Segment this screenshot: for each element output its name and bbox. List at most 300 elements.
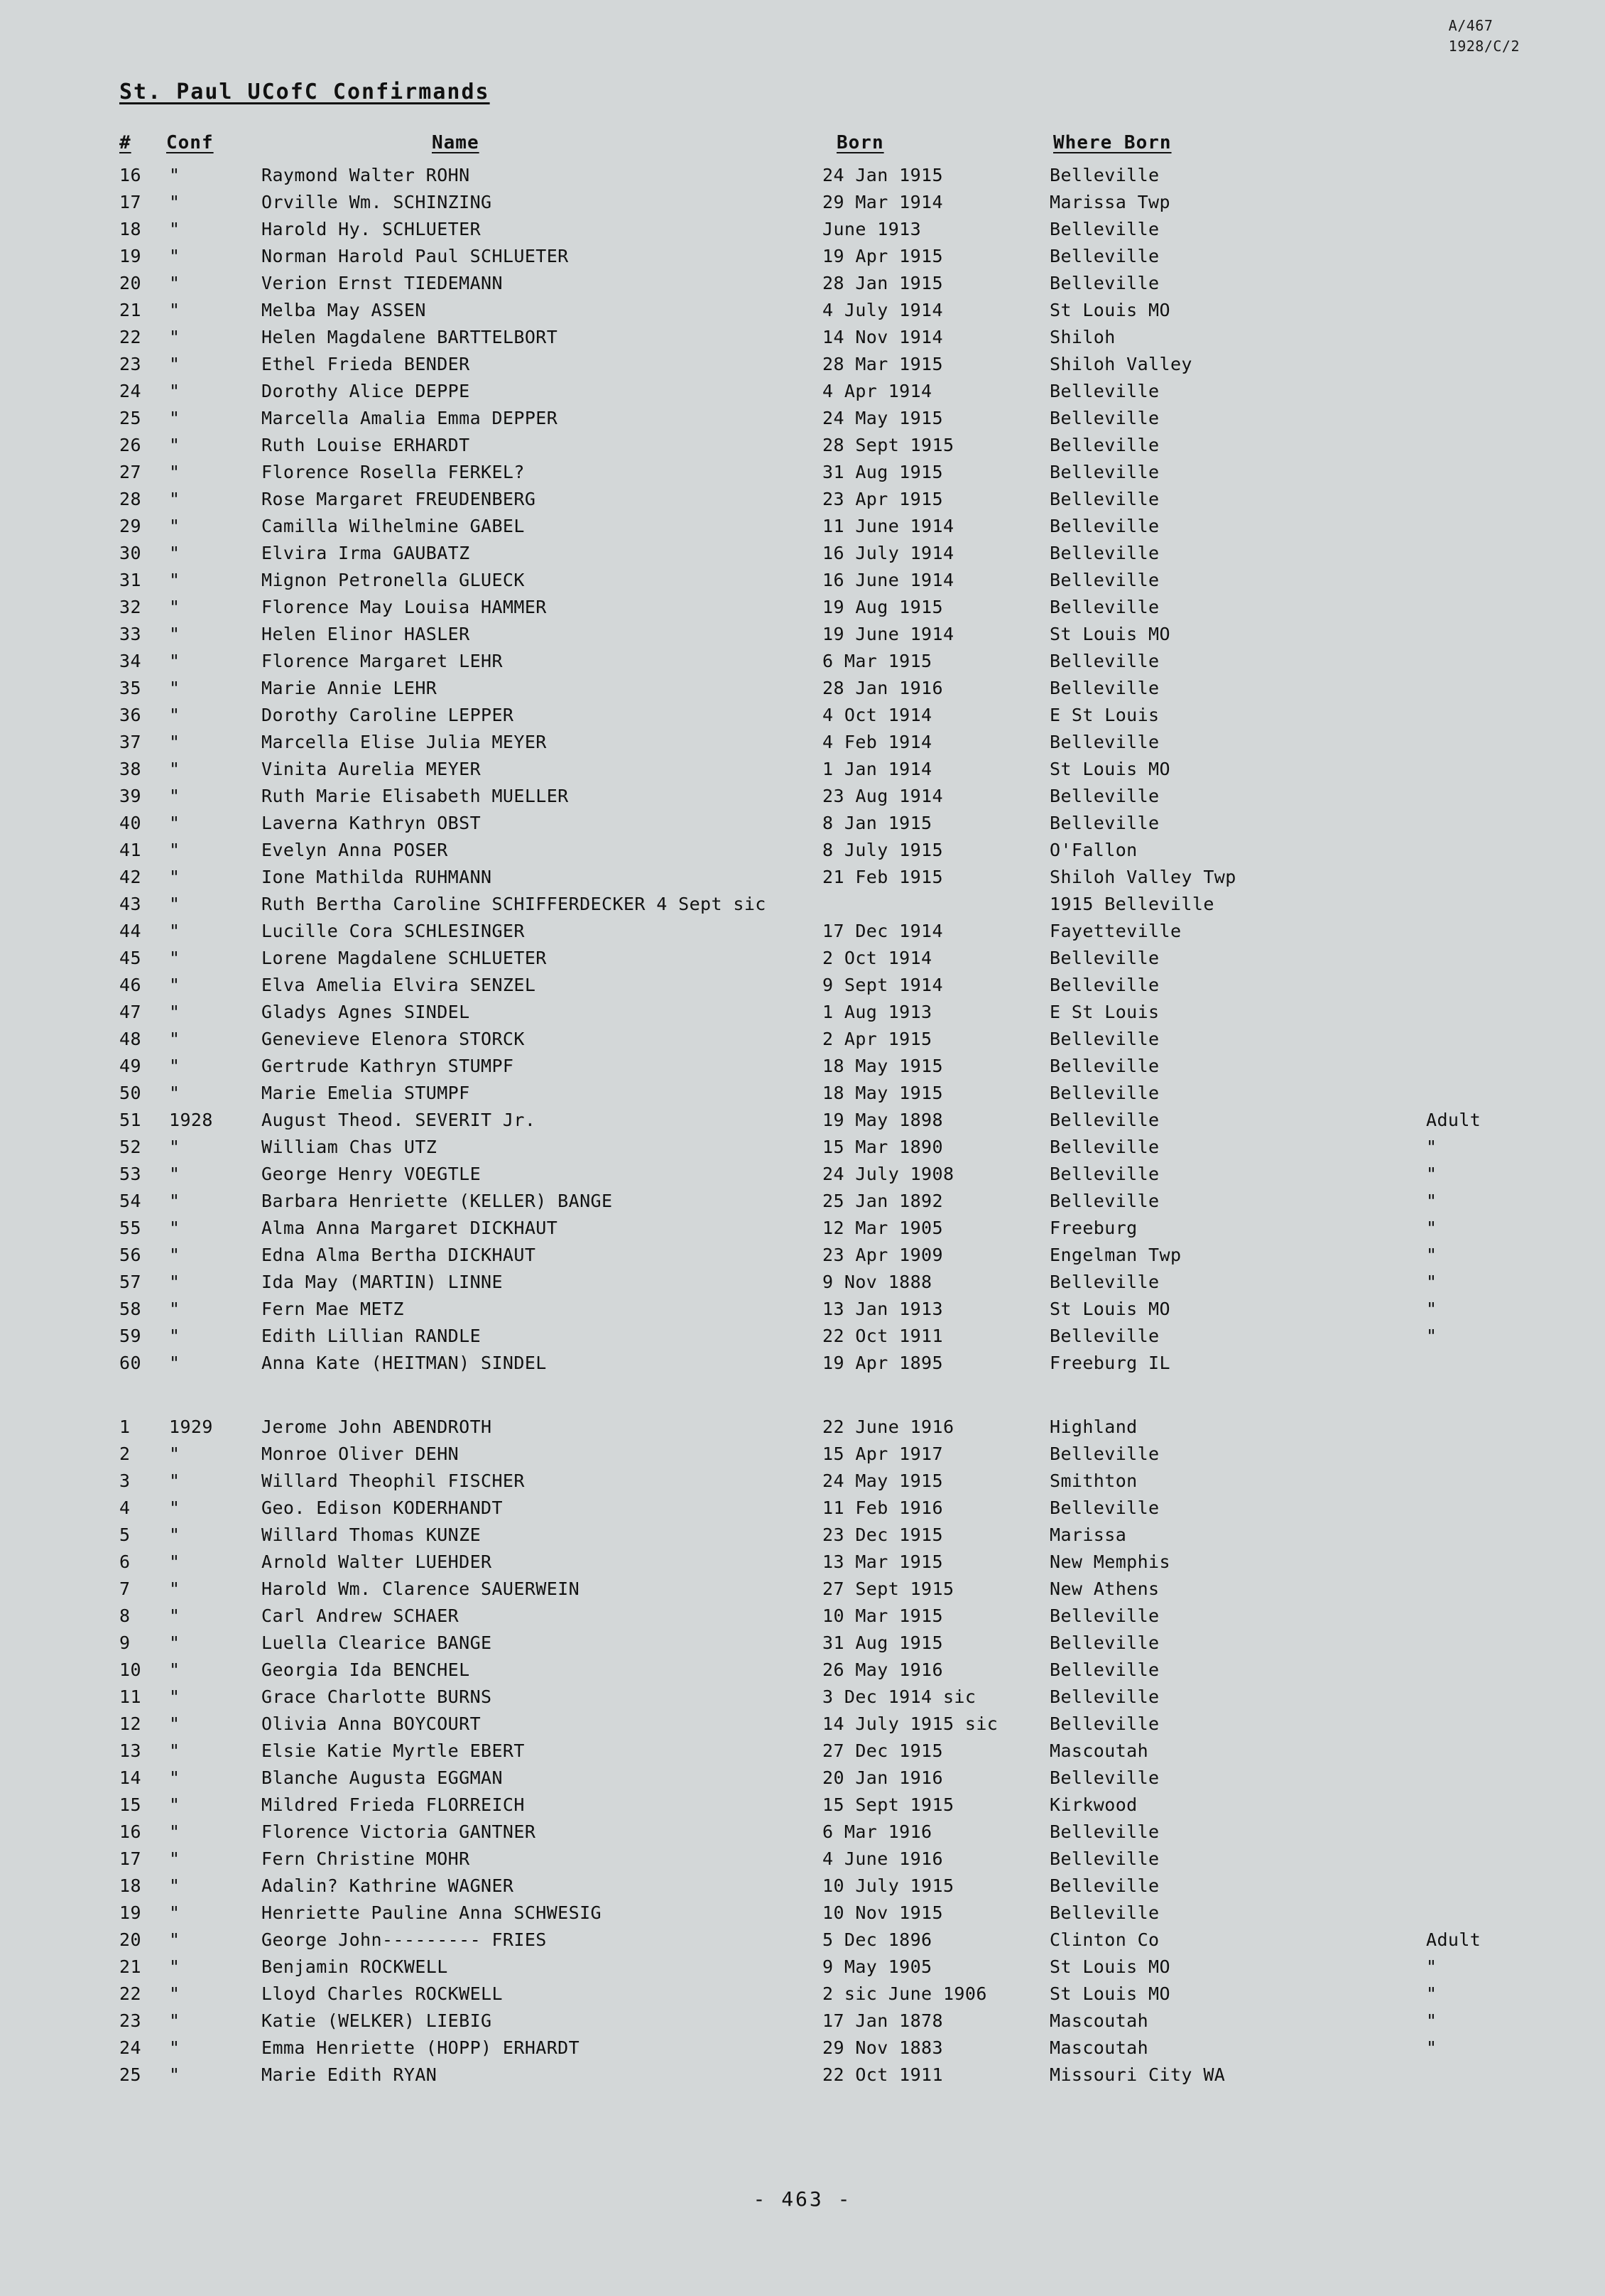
cell-conf: " xyxy=(169,543,180,563)
cell-num: 25 xyxy=(119,2064,141,2085)
cell-born: 18 May 1915 xyxy=(822,1083,943,1103)
cell-conf: " xyxy=(169,1498,180,1518)
table-row xyxy=(119,408,1483,435)
cell-name: Alma Anna Margaret DICKHAUT xyxy=(261,1218,558,1238)
cell-where: Mascoutah xyxy=(1050,1740,1149,1761)
cell-conf: " xyxy=(169,1218,180,1238)
table-row xyxy=(119,759,1483,786)
cell-conf: " xyxy=(169,489,180,509)
cell-born: 11 June 1914 xyxy=(822,516,954,536)
table-row xyxy=(119,1137,1483,1164)
cell-num: 23 xyxy=(119,2010,141,2031)
cell-name: Lorene Magdalene SCHLUETER xyxy=(261,948,547,968)
table-row xyxy=(119,1929,1483,1956)
cell-conf: " xyxy=(169,1191,180,1211)
cell-where: Belleville xyxy=(1050,786,1160,806)
cell-conf: " xyxy=(169,1659,180,1680)
cell-name: George Henry VOEGTLE xyxy=(261,1164,482,1184)
cell-note: " xyxy=(1426,1164,1437,1184)
table-row xyxy=(119,1525,1483,1552)
cell-name: Rose Margaret FREUDENBERG xyxy=(261,489,536,509)
cell-note: " xyxy=(1426,1326,1437,1346)
cell-conf: " xyxy=(169,435,180,455)
cell-name: Marcella Amalia Emma DEPPER xyxy=(261,408,558,428)
cell-name: Fern Mae METZ xyxy=(261,1299,404,1319)
cell-born: 15 Sept 1915 xyxy=(822,1794,954,1815)
cell-conf: " xyxy=(169,300,180,320)
table-row xyxy=(119,1110,1483,1137)
cell-name: Orville Wm. SCHINZING xyxy=(261,192,492,212)
table-row xyxy=(119,1713,1483,1740)
cell-where: Belleville xyxy=(1050,1056,1160,1076)
cell-where: Shiloh Valley Twp xyxy=(1050,867,1236,887)
cell-name: Florence May Louisa HAMMER xyxy=(261,597,547,617)
cell-where: Mascoutah xyxy=(1050,2037,1149,2058)
cell-name: Henriette Pauline Anna SCHWESIG xyxy=(261,1902,602,1923)
cell-born: 22 Oct 1911 xyxy=(822,2064,943,2085)
cell-num: 24 xyxy=(119,381,141,401)
cell-note: " xyxy=(1426,1983,1437,2004)
cell-where: Smithton xyxy=(1050,1471,1138,1491)
cell-name: Lucille Cora SCHLESINGER xyxy=(261,921,525,941)
table-row xyxy=(119,1632,1483,1659)
cell-conf: 1928 xyxy=(169,1110,213,1130)
cell-name: Blanche Augusta EGGMAN xyxy=(261,1767,503,1788)
table-row xyxy=(119,1029,1483,1056)
cell-num: 34 xyxy=(119,651,141,671)
table-row xyxy=(119,327,1483,354)
cell-born: 10 Mar 1915 xyxy=(822,1605,943,1626)
cell-num: 40 xyxy=(119,813,141,833)
cell-num: 53 xyxy=(119,1164,141,1184)
cell-conf: " xyxy=(169,1767,180,1788)
cell-conf: " xyxy=(169,1821,180,1842)
cell-where: Missouri City WA xyxy=(1050,2064,1226,2085)
cell-conf: " xyxy=(169,732,180,752)
cell-conf: " xyxy=(169,1552,180,1572)
cell-born: 15 Apr 1917 xyxy=(822,1444,943,1464)
cell-where: Belleville xyxy=(1050,948,1160,968)
cell-num: 56 xyxy=(119,1245,141,1265)
cell-name: Dorothy Alice DEPPE xyxy=(261,381,470,401)
cell-conf: " xyxy=(169,1848,180,1869)
cell-num: 27 xyxy=(119,462,141,482)
cell-where: Belleville xyxy=(1050,651,1160,671)
cell-where: Belleville xyxy=(1050,1632,1160,1653)
table-row xyxy=(119,786,1483,813)
table-row xyxy=(119,1578,1483,1605)
column-header-conf: Conf xyxy=(166,132,214,153)
cell-born: 1 Jan 1914 xyxy=(822,759,932,779)
table-row xyxy=(119,1740,1483,1767)
cell-name: Barbara Henriette (KELLER) BANGE xyxy=(261,1191,613,1211)
table-row xyxy=(119,1498,1483,1525)
cell-born: 23 Aug 1914 xyxy=(822,786,943,806)
cell-num: 21 xyxy=(119,300,141,320)
cell-name: Marie Annie LEHR xyxy=(261,678,437,698)
cell-conf: " xyxy=(169,219,180,239)
cell-conf: " xyxy=(169,1083,180,1103)
cell-born: 26 May 1916 xyxy=(822,1659,943,1680)
cell-name: Olivia Anna BOYCOURT xyxy=(261,1713,482,1734)
cell-num: 45 xyxy=(119,948,141,968)
cell-born: 29 Mar 1914 xyxy=(822,192,943,212)
column-header-number: # xyxy=(119,132,131,153)
cell-where: Clinton Co xyxy=(1050,1929,1160,1950)
cell-num: 23 xyxy=(119,354,141,374)
cell-conf: " xyxy=(169,975,180,995)
archive-reference-line2: 1928/C/2 xyxy=(1448,38,1520,55)
cell-born: 11 Feb 1916 xyxy=(822,1498,943,1518)
table-row xyxy=(119,1821,1483,1848)
cell-conf: " xyxy=(169,408,180,428)
cell-num: 14 xyxy=(119,1767,141,1788)
cell-where: Belleville xyxy=(1050,246,1160,266)
cell-conf: " xyxy=(169,1525,180,1545)
table-row xyxy=(119,1191,1483,1218)
table-row xyxy=(119,597,1483,624)
cell-born: 18 May 1915 xyxy=(822,1056,943,1076)
table-row xyxy=(119,678,1483,705)
cell-conf: " xyxy=(169,192,180,212)
cell-name: Florence Rosella FERKEL? xyxy=(261,462,525,482)
cell-where: Belleville xyxy=(1050,1767,1160,1788)
cell-born: 10 Nov 1915 xyxy=(822,1902,943,1923)
cell-born: 19 Apr 1915 xyxy=(822,246,943,266)
cell-born: 8 July 1915 xyxy=(822,840,943,860)
cell-born: 4 June 1916 xyxy=(822,1848,943,1869)
cell-conf: " xyxy=(169,867,180,887)
cell-conf: " xyxy=(169,462,180,482)
cell-num: 8 xyxy=(119,1605,131,1626)
cell-num: 18 xyxy=(119,1875,141,1896)
table-row xyxy=(119,462,1483,489)
cell-note: " xyxy=(1426,1137,1437,1157)
cell-born: 6 Mar 1916 xyxy=(822,1821,932,1842)
cell-num: 35 xyxy=(119,678,141,698)
table-row xyxy=(119,705,1483,732)
cell-num: 26 xyxy=(119,435,141,455)
cell-born: 6 Mar 1915 xyxy=(822,651,932,671)
cell-born: 24 July 1908 xyxy=(822,1164,954,1184)
cell-name: Laverna Kathryn OBST xyxy=(261,813,482,833)
cell-name: Gladys Agnes SINDEL xyxy=(261,1002,470,1022)
cell-born: 28 Jan 1915 xyxy=(822,273,943,293)
table-row xyxy=(119,975,1483,1002)
cell-num: 19 xyxy=(119,1902,141,1923)
cell-where: Marissa xyxy=(1050,1525,1127,1545)
cell-num: 19 xyxy=(119,246,141,266)
cell-num: 20 xyxy=(119,273,141,293)
cell-name: Anna Kate (HEITMAN) SINDEL xyxy=(261,1353,547,1373)
cell-name: Gertrude Kathryn STUMPF xyxy=(261,1056,514,1076)
cell-conf: " xyxy=(169,894,180,914)
cell-name: Raymond Walter ROHN xyxy=(261,165,470,185)
cell-name: Verion Ernst TIEDEMANN xyxy=(261,273,503,293)
cell-where: Belleville xyxy=(1050,1659,1160,1680)
cell-born: 9 May 1905 xyxy=(822,1956,932,1977)
cell-name: Ida May (MARTIN) LINNE xyxy=(261,1272,503,1292)
table-row xyxy=(119,1848,1483,1875)
cell-born: 14 Nov 1914 xyxy=(822,327,943,347)
cell-born: 20 Jan 1916 xyxy=(822,1767,943,1788)
cell-born: 17 Dec 1914 xyxy=(822,921,943,941)
cell-num: 47 xyxy=(119,1002,141,1022)
cell-name: Ione Mathilda RUHMANN xyxy=(261,867,492,887)
cell-where: Belleville xyxy=(1050,813,1160,833)
cell-name: Elsie Katie Myrtle EBERT xyxy=(261,1740,525,1761)
table-row xyxy=(119,435,1483,462)
cell-conf: " xyxy=(169,1444,180,1464)
cell-born: 21 Feb 1915 xyxy=(822,867,943,887)
cell-born: 13 Jan 1913 xyxy=(822,1299,943,1319)
cell-where: Freeburg IL xyxy=(1050,1353,1170,1373)
table-row xyxy=(119,1218,1483,1245)
cell-where: Belleville xyxy=(1050,273,1160,293)
cell-conf: " xyxy=(169,1272,180,1292)
cell-conf: " xyxy=(169,1299,180,1319)
table-row xyxy=(119,867,1483,894)
cell-name: Camilla Wilhelmine GABEL xyxy=(261,516,525,536)
cell-born: 28 Mar 1915 xyxy=(822,354,943,374)
cell-num: 33 xyxy=(119,624,141,644)
cell-where: New Memphis xyxy=(1050,1552,1170,1572)
cell-conf: " xyxy=(169,327,180,347)
cell-name: Lloyd Charles ROCKWELL xyxy=(261,1983,503,2004)
cell-name: Monroe Oliver DEHN xyxy=(261,1444,459,1464)
table-row xyxy=(119,2064,1483,2091)
cell-conf: " xyxy=(169,1875,180,1896)
cell-num: 39 xyxy=(119,786,141,806)
cell-num: 5 xyxy=(119,1525,131,1545)
cell-born: 22 June 1916 xyxy=(822,1417,954,1437)
cell-where: Belleville xyxy=(1050,1821,1160,1842)
cell-born: 24 May 1915 xyxy=(822,1471,943,1491)
cell-num: 38 xyxy=(119,759,141,779)
cell-where: O'Fallon xyxy=(1050,840,1138,860)
table-row xyxy=(119,354,1483,381)
cell-num: 15 xyxy=(119,1794,141,1815)
cell-num: 52 xyxy=(119,1137,141,1157)
cell-note: Adult xyxy=(1426,1929,1481,1950)
cell-born: 19 Apr 1895 xyxy=(822,1353,943,1373)
cell-where: E St Louis xyxy=(1050,705,1160,725)
cell-note: " xyxy=(1426,2010,1437,2031)
table-row xyxy=(119,1767,1483,1794)
cell-where: Belleville xyxy=(1050,1686,1160,1707)
cell-where: Fayetteville xyxy=(1050,921,1182,941)
cell-name: Helen Magdalene BARTTELBORT xyxy=(261,327,558,347)
cell-num: 54 xyxy=(119,1191,141,1211)
cell-conf: " xyxy=(169,570,180,590)
cell-where: Belleville xyxy=(1050,165,1160,185)
cell-name: Edith Lillian RANDLE xyxy=(261,1326,482,1346)
cell-conf: " xyxy=(169,1632,180,1653)
cell-num: 1 xyxy=(119,1417,131,1437)
cell-num: 13 xyxy=(119,1740,141,1761)
cell-num: 50 xyxy=(119,1083,141,1103)
table-row xyxy=(119,624,1483,651)
table-row xyxy=(119,894,1483,921)
cell-conf: " xyxy=(169,759,180,779)
cell-name: Elvira Irma GAUBATZ xyxy=(261,543,470,563)
cell-num: 2 xyxy=(119,1444,131,1464)
cell-name: Grace Charlotte BURNS xyxy=(261,1686,492,1707)
cell-num: 32 xyxy=(119,597,141,617)
cell-num: 12 xyxy=(119,1713,141,1734)
cell-conf: " xyxy=(169,381,180,401)
table-row xyxy=(119,1983,1483,2010)
cell-conf: " xyxy=(169,1713,180,1734)
cell-name: Ruth Bertha Caroline SCHIFFERDECKER 4 Sept sic xyxy=(261,894,766,914)
table-row xyxy=(119,1875,1483,1902)
cell-num: 59 xyxy=(119,1326,141,1346)
cell-where: St Louis MO xyxy=(1050,759,1170,779)
cell-name: George John--------- FRIES xyxy=(261,1929,547,1950)
cell-conf: " xyxy=(169,1471,180,1491)
cell-conf: " xyxy=(169,1029,180,1049)
cell-name: Willard Thomas KUNZE xyxy=(261,1525,482,1545)
cell-born: 2 sic June 1906 xyxy=(822,1983,987,2004)
cell-num: 16 xyxy=(119,165,141,185)
cell-num: 42 xyxy=(119,867,141,887)
cell-conf: " xyxy=(169,354,180,374)
cell-conf: " xyxy=(169,705,180,725)
cell-born: 2 Apr 1915 xyxy=(822,1029,932,1049)
cell-born: 19 June 1914 xyxy=(822,624,954,644)
cell-name: Geo. Edison KODERHANDT xyxy=(261,1498,503,1518)
table-row xyxy=(119,1245,1483,1272)
cell-num: 25 xyxy=(119,408,141,428)
cell-where: New Athens xyxy=(1050,1578,1160,1599)
cell-where: Shiloh xyxy=(1050,327,1116,347)
cell-conf: " xyxy=(169,1056,180,1076)
cell-conf: " xyxy=(169,1245,180,1265)
cell-conf: " xyxy=(169,651,180,671)
cell-name: Adalin? Kathrine WAGNER xyxy=(261,1875,514,1896)
cell-num: 10 xyxy=(119,1659,141,1680)
cell-name: Elva Amelia Elvira SENZEL xyxy=(261,975,536,995)
cell-conf: " xyxy=(169,840,180,860)
cell-num: 43 xyxy=(119,894,141,914)
cell-where: Belleville xyxy=(1050,975,1160,995)
cell-name: Genevieve Elenora STORCK xyxy=(261,1029,525,1049)
cell-where: Belleville xyxy=(1050,597,1160,617)
cell-name: Luella Clearice BANGE xyxy=(261,1632,492,1653)
cell-born: 31 Aug 1915 xyxy=(822,1632,943,1653)
cell-born: 13 Mar 1915 xyxy=(822,1552,943,1572)
cell-note: " xyxy=(1426,2037,1437,2058)
table-row xyxy=(119,1272,1483,1299)
cell-num: 49 xyxy=(119,1056,141,1076)
cell-conf: 1929 xyxy=(169,1417,213,1437)
cell-where: Mascoutah xyxy=(1050,2010,1149,2031)
cell-where: Kirkwood xyxy=(1050,1794,1138,1815)
cell-where: Belleville xyxy=(1050,1164,1160,1184)
cell-conf: " xyxy=(169,1956,180,1977)
cell-where: St Louis MO xyxy=(1050,1983,1170,2004)
cell-name: Marie Emelia STUMPF xyxy=(261,1083,470,1103)
cell-where: Belleville xyxy=(1050,408,1160,428)
cell-conf: " xyxy=(169,2037,180,2058)
cell-note: " xyxy=(1426,1218,1437,1238)
cell-where: Highland xyxy=(1050,1417,1138,1437)
table-row xyxy=(119,489,1483,516)
cell-born: 29 Nov 1883 xyxy=(822,2037,943,2058)
cell-born: 24 Jan 1915 xyxy=(822,165,943,185)
cell-num: 18 xyxy=(119,219,141,239)
table-row xyxy=(119,948,1483,975)
cell-num: 6 xyxy=(119,1552,131,1572)
cell-born: 19 Aug 1915 xyxy=(822,597,943,617)
cell-name: Ruth Louise ERHARDT xyxy=(261,435,470,455)
cell-num: 24 xyxy=(119,2037,141,2058)
cell-where: Belleville xyxy=(1050,219,1160,239)
cell-born: 23 Dec 1915 xyxy=(822,1525,943,1545)
cell-name: Carl Andrew SCHAER xyxy=(261,1605,459,1626)
cell-where: Shiloh Valley xyxy=(1050,354,1192,374)
cell-born: 23 Apr 1909 xyxy=(822,1245,943,1265)
cell-born: 4 Oct 1914 xyxy=(822,705,932,725)
cell-num: 17 xyxy=(119,1848,141,1869)
cell-born: 8 Jan 1915 xyxy=(822,813,932,833)
cell-where: Belleville xyxy=(1050,1191,1160,1211)
cell-name: Florence Margaret LEHR xyxy=(261,651,503,671)
cell-num: 31 xyxy=(119,570,141,590)
cell-born: 9 Sept 1914 xyxy=(822,975,943,995)
cell-num: 60 xyxy=(119,1353,141,1373)
table-row xyxy=(119,1002,1483,1029)
cell-name: Dorothy Caroline LEPPER xyxy=(261,705,514,725)
cell-name: Marcella Elise Julia MEYER xyxy=(261,732,547,752)
table-row xyxy=(119,1686,1483,1713)
cell-where: Belleville xyxy=(1050,570,1160,590)
cell-conf: " xyxy=(169,624,180,644)
cell-name: Benjamin ROCKWELL xyxy=(261,1956,448,1977)
cell-num: 3 xyxy=(119,1471,131,1491)
cell-where: St Louis MO xyxy=(1050,300,1170,320)
cell-conf: " xyxy=(169,2010,180,2031)
cell-conf: " xyxy=(169,786,180,806)
cell-where: Engelman Twp xyxy=(1050,1245,1182,1265)
cell-name: Ethel Frieda BENDER xyxy=(261,354,470,374)
cell-name: August Theod. SEVERIT Jr. xyxy=(261,1110,536,1130)
table-row xyxy=(119,192,1483,219)
block-separator xyxy=(119,1380,1483,1417)
table-row xyxy=(119,1659,1483,1686)
cell-where: Belleville xyxy=(1050,1444,1160,1464)
cell-note: " xyxy=(1426,1245,1437,1265)
cell-where: St Louis MO xyxy=(1050,1299,1170,1319)
cell-conf: " xyxy=(169,2064,180,2085)
cell-born: 12 Mar 1905 xyxy=(822,1218,943,1238)
cell-num: 58 xyxy=(119,1299,141,1319)
cell-name: Florence Victoria GANTNER xyxy=(261,1821,536,1842)
cell-born: 10 July 1915 xyxy=(822,1875,954,1896)
cell-conf: " xyxy=(169,246,180,266)
page-number: - 463 - xyxy=(753,2187,852,2211)
table-row xyxy=(119,840,1483,867)
cell-born: 4 July 1914 xyxy=(822,300,943,320)
table-row xyxy=(119,1444,1483,1471)
cell-name: Ruth Marie Elisabeth MUELLER xyxy=(261,786,569,806)
cell-num: 48 xyxy=(119,1029,141,1049)
cell-num: 29 xyxy=(119,516,141,536)
table-row xyxy=(119,1083,1483,1110)
cell-where: Freeburg xyxy=(1050,1218,1138,1238)
cell-conf: " xyxy=(169,1164,180,1184)
cell-where: Belleville xyxy=(1050,381,1160,401)
